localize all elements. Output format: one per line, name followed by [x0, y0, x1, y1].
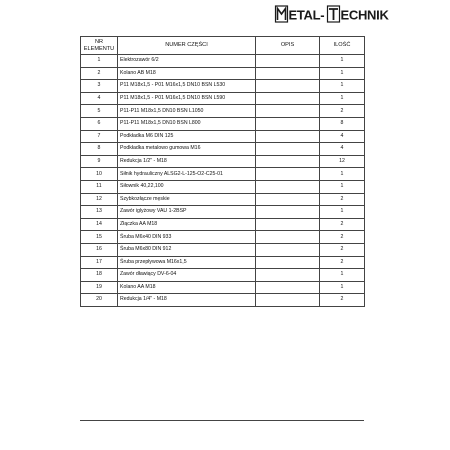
table-row	[81, 130, 365, 143]
row-description	[256, 256, 320, 269]
table-row	[81, 92, 365, 105]
table-row	[81, 55, 365, 68]
row-part-name: Złączka AA M18	[118, 218, 256, 231]
row-element-number: 17	[81, 256, 118, 269]
table-row	[81, 243, 365, 256]
row-part-name: Zawór iglyżowy VAU 1-2BSP	[118, 206, 256, 219]
row-description	[256, 55, 320, 68]
row-part-name: Szybkozłącze męskie	[118, 193, 256, 206]
header-quantity: ILOŚĆ	[320, 37, 365, 55]
row-element-number: 15	[81, 231, 118, 244]
row-element-number: 4	[81, 92, 118, 105]
table-row	[81, 218, 365, 231]
row-description	[256, 281, 320, 294]
row-description	[256, 231, 320, 244]
row-quantity: 12	[320, 155, 365, 168]
row-part-name: Zawór dławiący DV-6-04	[118, 269, 256, 282]
svg-text:ETAL-: ETAL-	[288, 7, 325, 23]
row-description	[256, 218, 320, 231]
row-part-name: Redukcja 1/2" - M18	[118, 155, 256, 168]
table-row	[81, 105, 365, 118]
row-quantity: 2	[320, 256, 365, 269]
row-part-name: P11 M18x1,5 - P01 M16x1,5 DN10 BSN L530	[118, 80, 256, 93]
row-part-name: Podkładka metalowo gumowa M16	[118, 143, 256, 156]
row-element-number: 14	[81, 218, 118, 231]
row-description	[256, 168, 320, 181]
header-description: OPIS	[256, 37, 320, 55]
row-quantity: 4	[320, 130, 365, 143]
row-part-name: Podkładka M6 DIN 125	[118, 130, 256, 143]
row-element-number: 5	[81, 105, 118, 118]
row-part-name: P11-P11 M18x1,5 DN10 BSN L1050	[118, 105, 256, 118]
row-quantity: 1	[320, 55, 365, 68]
table-row	[81, 269, 365, 282]
row-element-number: 9	[81, 155, 118, 168]
row-description	[256, 143, 320, 156]
row-description	[256, 193, 320, 206]
row-part-name: Redukcja 1/4" - M18	[118, 294, 256, 307]
row-element-number: 2	[81, 67, 118, 80]
row-part-name: Śruba przepływowa M16x1,5	[118, 256, 256, 269]
row-quantity: 2	[320, 243, 365, 256]
row-description	[256, 269, 320, 282]
table-row	[81, 180, 365, 193]
table-row	[81, 206, 365, 219]
table-row	[81, 256, 365, 269]
row-description	[256, 80, 320, 93]
row-quantity: 2	[320, 105, 365, 118]
row-quantity: 4	[320, 143, 365, 156]
row-quantity: 1	[320, 180, 365, 193]
table-row	[81, 80, 365, 93]
table-row	[81, 143, 365, 156]
row-quantity: 1	[320, 67, 365, 80]
row-element-number: 16	[81, 243, 118, 256]
row-quantity: 2	[320, 218, 365, 231]
row-element-number: 20	[81, 294, 118, 307]
row-element-number: 1	[81, 55, 118, 68]
table-row	[81, 67, 365, 80]
table-row	[81, 117, 365, 130]
header-element-number: NR ELEMENTU	[81, 37, 118, 55]
row-part-name: Śruba M6x80 DIN 912	[118, 243, 256, 256]
row-description	[256, 155, 320, 168]
row-quantity: 1	[320, 206, 365, 219]
row-description	[256, 67, 320, 80]
company-logo	[275, 5, 389, 23]
row-part-name: Kolano AA M18	[118, 281, 256, 294]
row-description	[256, 130, 320, 143]
row-part-name: P11 M18x1,5 - P01 M16x1,5 DN10 BSN L590	[118, 92, 256, 105]
row-quantity: 2	[320, 193, 365, 206]
table-row	[81, 168, 365, 181]
row-description	[256, 243, 320, 256]
row-part-name: Siłnik hydrauliczny ALSG2-L-125-O2-C25-01	[118, 168, 256, 181]
svg-text:ECHNIK: ECHNIK	[340, 7, 389, 23]
row-element-number: 18	[81, 269, 118, 282]
row-element-number: 12	[81, 193, 118, 206]
row-quantity: 1	[320, 168, 365, 181]
row-part-name: Siłownik 40,22,100	[118, 180, 256, 193]
header-part-number: NUMER CZĘŚCI	[118, 37, 256, 55]
row-quantity: 1	[320, 92, 365, 105]
table-row	[81, 294, 365, 307]
metal-technik-logo-icon	[275, 5, 389, 23]
row-element-number: 7	[81, 130, 118, 143]
row-description	[256, 117, 320, 130]
row-part-name: Kolano AB M18	[118, 67, 256, 80]
row-quantity: 2	[320, 231, 365, 244]
footer-divider	[80, 420, 364, 421]
row-description	[256, 105, 320, 118]
row-element-number: 13	[81, 206, 118, 219]
table-header-row	[81, 37, 365, 55]
row-element-number: 19	[81, 281, 118, 294]
table-row	[81, 193, 365, 206]
row-element-number: 10	[81, 168, 118, 181]
row-quantity: 2	[320, 294, 365, 307]
row-description	[256, 206, 320, 219]
table-row	[81, 231, 365, 244]
row-part-name: P11-P11 M18x1,5 DN10 BSN L800	[118, 117, 256, 130]
row-description	[256, 180, 320, 193]
row-part-name: Śruba M6x40 DIN 933	[118, 231, 256, 244]
table-row	[81, 281, 365, 294]
row-quantity: 1	[320, 80, 365, 93]
row-element-number: 6	[81, 117, 118, 130]
row-element-number: 3	[81, 80, 118, 93]
row-element-number: 8	[81, 143, 118, 156]
row-quantity: 1	[320, 269, 365, 282]
row-quantity: 8	[320, 117, 365, 130]
row-quantity: 1	[320, 281, 365, 294]
parts-list-table	[80, 36, 364, 307]
row-description	[256, 92, 320, 105]
table-row	[81, 155, 365, 168]
row-part-name: Elektrozawór 6/2	[118, 55, 256, 68]
row-description	[256, 294, 320, 307]
row-element-number: 11	[81, 180, 118, 193]
